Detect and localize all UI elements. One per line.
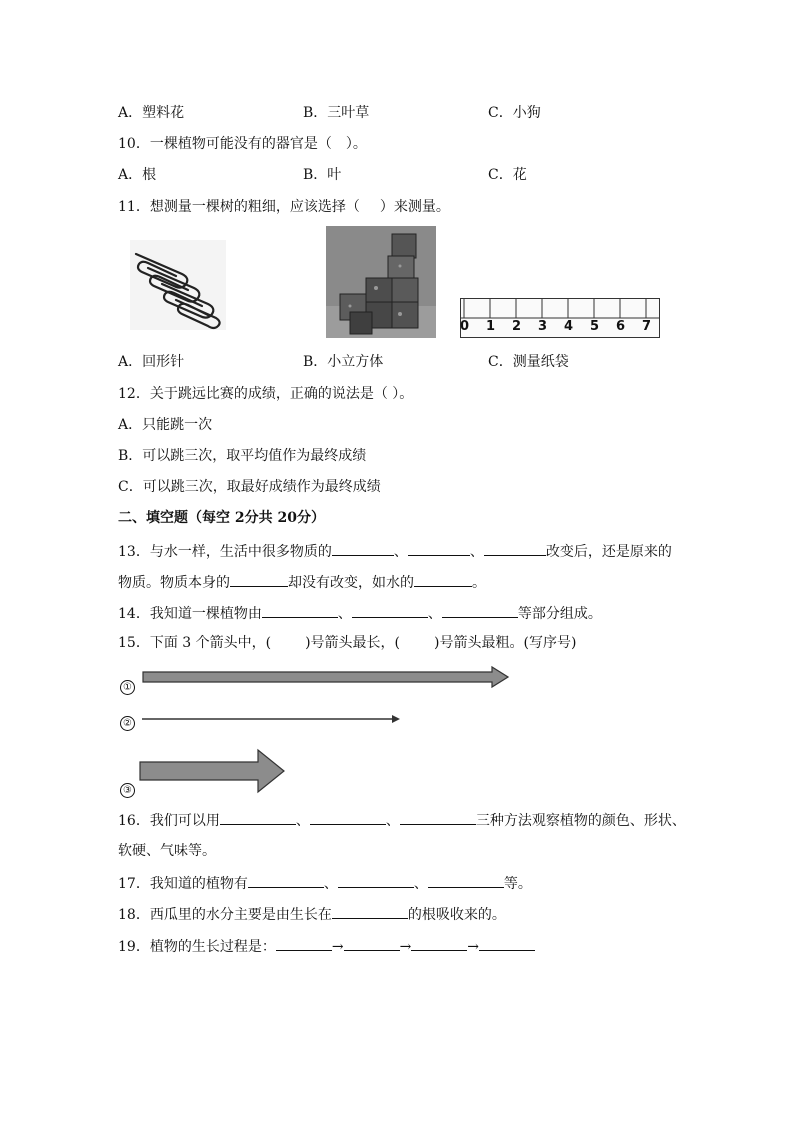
answer-blank[interactable]: [352, 603, 428, 618]
answer-blank[interactable]: [310, 810, 386, 825]
ruler-number: 0: [460, 319, 470, 334]
q9-option-a: A．塑料花: [118, 105, 185, 121]
measuring-paper-image: [460, 298, 660, 338]
paper-clips-image: [130, 240, 226, 330]
separator: 、: [393, 544, 408, 560]
answer-blank[interactable]: [408, 541, 470, 556]
q17-text: 等。: [503, 876, 532, 892]
q19-text: 19．植物的生长过程是：: [118, 939, 276, 955]
q16-line1: [118, 810, 686, 830]
q12-question: 12．关于跳远比赛的成绩，正确的说法是（ ）。: [118, 386, 414, 402]
q13-line1: [118, 541, 672, 561]
answer-blank[interactable]: [479, 936, 535, 951]
answer-blank[interactable]: [332, 904, 408, 919]
arrow-label-2: ②: [120, 716, 135, 731]
separator: 、: [413, 876, 428, 892]
ruler-number: 2: [512, 319, 522, 334]
small-cubes-image: [326, 226, 436, 338]
separator: 、: [337, 606, 352, 622]
separator: 、: [469, 544, 484, 560]
answer-blank[interactable]: [276, 936, 332, 951]
q10-option-c: C．花: [488, 167, 527, 183]
answer-blank[interactable]: [338, 873, 414, 888]
q17-line: [118, 873, 532, 893]
q11-option-c: C．测量纸袋: [488, 354, 569, 370]
answer-blank[interactable]: [230, 572, 288, 587]
answer-blank[interactable]: [442, 603, 518, 618]
ruler-number: 5: [590, 319, 600, 334]
q15-text: 15．下面 3 个箭头中，(: [118, 635, 272, 651]
ruler-number: 4: [564, 319, 574, 334]
q10-text-after: ）。: [345, 136, 367, 152]
separator: 、: [427, 606, 442, 622]
q11-text-before: 11．想测量一棵树的粗细，应该选择（: [118, 199, 360, 215]
q16-line2: 软硬、气味等。: [118, 843, 216, 859]
q18-text: 的根吸收来的。: [407, 907, 506, 923]
q9-option-c: C．小狗: [488, 105, 541, 121]
arrow-2-thin: [140, 712, 402, 726]
ruler-number: 6: [616, 319, 626, 334]
q16-text: 三种方法观察植物的颜色、形状、: [475, 813, 686, 829]
answer-blank[interactable]: [411, 936, 467, 951]
q11-option-b: B．小立方体: [303, 354, 384, 370]
q11-question: [118, 198, 450, 216]
separator: 、: [385, 813, 400, 829]
q10-option-b: B．叶: [303, 167, 342, 183]
answer-blank[interactable]: [248, 873, 324, 888]
q12-option-a: A．只能跳一次: [118, 417, 213, 433]
q13-text: 却没有改变，如水的: [288, 575, 414, 591]
answer-blank[interactable]: [220, 810, 296, 825]
q14-line: [118, 603, 602, 623]
arrow-label-3: ③: [120, 783, 135, 798]
arrow-label-1: ①: [120, 680, 135, 695]
ruler-number: 1: [486, 319, 496, 334]
answer-blank[interactable]: [262, 603, 338, 618]
answer-blank[interactable]: [414, 572, 472, 587]
arrow-symbol: →: [331, 939, 344, 955]
q14-text: 等部分组成。: [517, 606, 602, 622]
q17-text: 17．我知道的植物有: [118, 876, 248, 892]
q13-text: 13．与水一样，生活中很多物质的: [118, 544, 332, 560]
q15-line: [118, 634, 576, 652]
q13-text: 。: [472, 575, 486, 591]
answer-blank[interactable]: [428, 873, 504, 888]
answer-blank[interactable]: [332, 541, 394, 556]
ruler-number: 3: [538, 319, 548, 334]
q11-text-after: ）来测量。: [379, 199, 450, 215]
q10-text-before: 10．一棵植物可能没有的器官是（: [118, 136, 332, 152]
q10-option-a: A．根: [118, 167, 157, 183]
section-title: 二、填空题（每空 2分共 20分）: [118, 510, 325, 526]
q13-text: 物质。物质本身的: [118, 575, 230, 591]
q9-option-b: B．三叶草: [303, 105, 370, 121]
q12-option-b: B．可以跳三次，取平均值作为最终成绩: [118, 448, 367, 464]
arrow-symbol: →: [399, 939, 412, 955]
q16-text: 16．我们可以用: [118, 813, 220, 829]
answer-blank[interactable]: [484, 541, 546, 556]
q10-question: [118, 135, 367, 153]
answer-blank[interactable]: [344, 936, 400, 951]
separator: 、: [323, 876, 338, 892]
arrow-symbol: →: [467, 939, 480, 955]
q12-option-c: C．可以跳三次，取最好成绩作为最终成绩: [118, 479, 381, 495]
answer-blank[interactable]: [400, 810, 476, 825]
q14-text: 14．我知道一棵植物由: [118, 606, 262, 622]
q13-line2: [118, 572, 486, 592]
arrow-1-long: [140, 664, 512, 690]
q18-text: 18．西瓜里的水分主要是由生长在: [118, 907, 332, 923]
q15-text: )号箭头最长，(: [305, 635, 401, 651]
separator: 、: [295, 813, 310, 829]
q15-text: )号箭头最粗。(写序号): [434, 635, 577, 651]
q18-line: [118, 904, 506, 924]
q19-line: [118, 936, 535, 956]
q13-text: 改变后，还是原来的: [545, 544, 672, 560]
ruler-number: 7: [642, 319, 652, 334]
arrow-3-thick: [138, 748, 288, 794]
q11-option-a: A．回形针: [118, 354, 185, 370]
